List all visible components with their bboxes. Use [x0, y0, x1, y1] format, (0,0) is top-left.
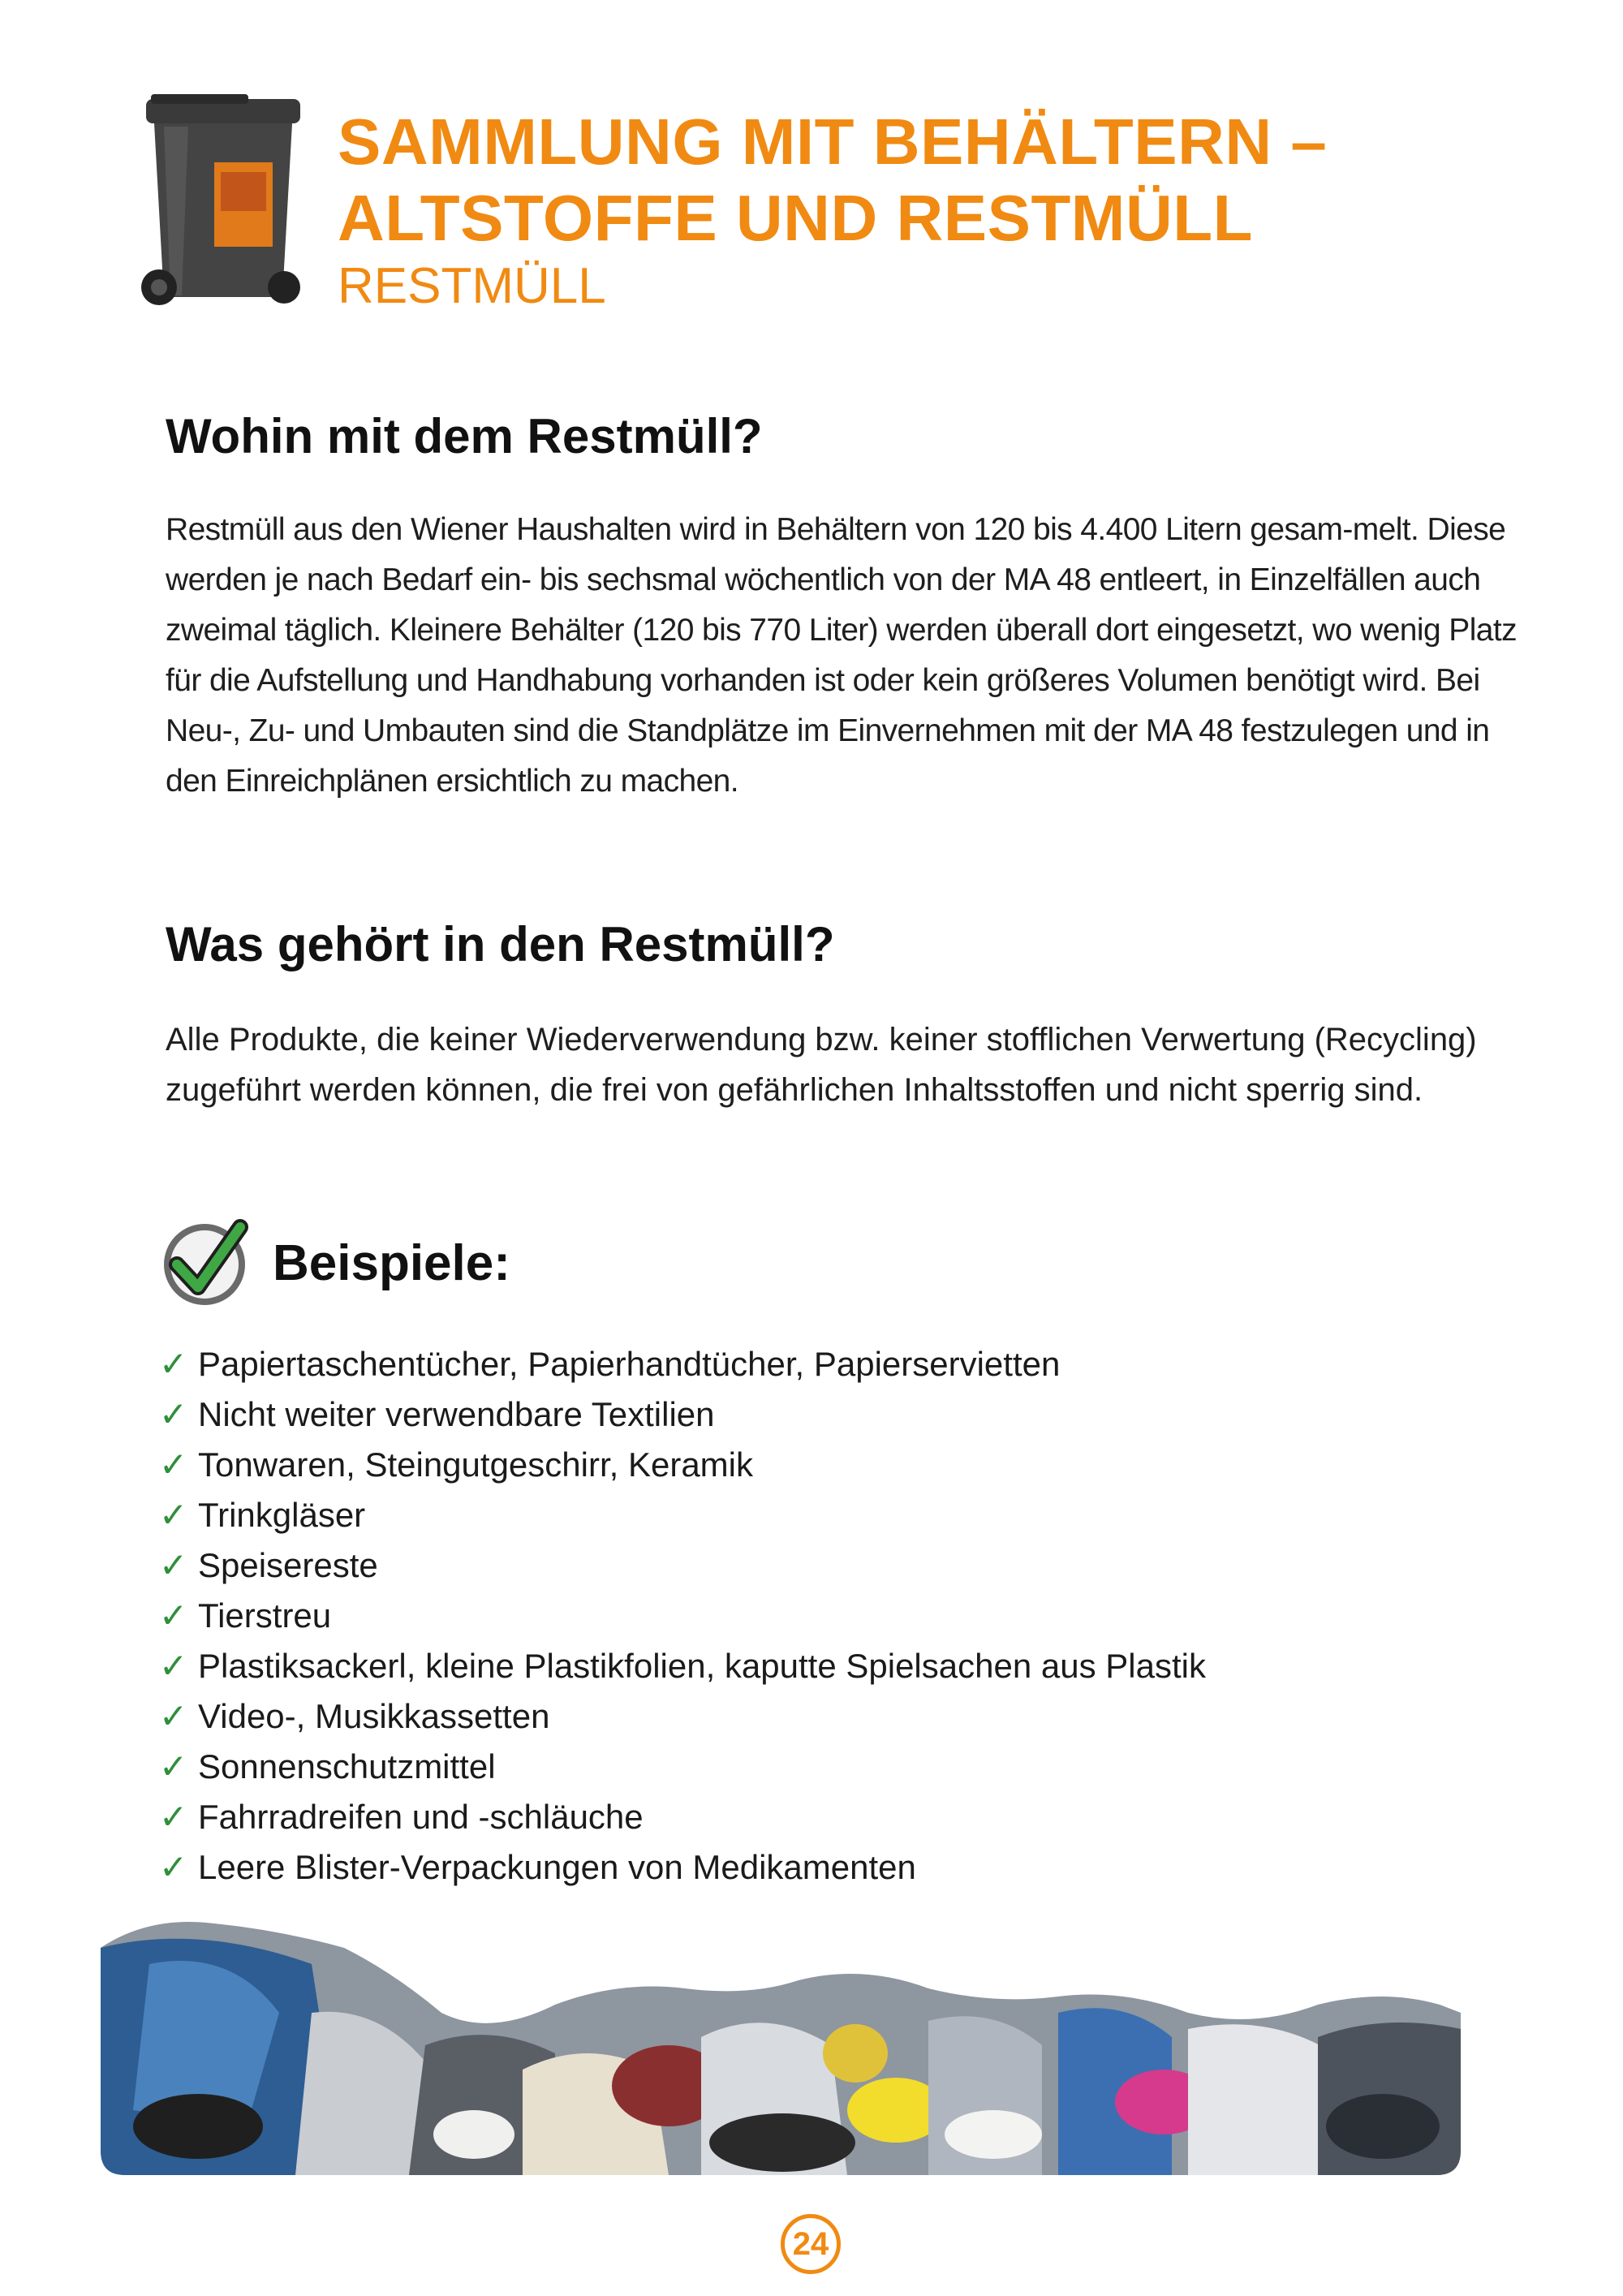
- list-item-text: Trinkgläser: [198, 1496, 366, 1534]
- list-item-text: Fahrradreifen und -schläuche: [198, 1798, 644, 1836]
- waste-bin-icon: [140, 94, 302, 313]
- page-number: 24: [781, 2214, 841, 2274]
- list-item-text: Tonwaren, Steingutgeschirr, Keramik: [198, 1445, 753, 1484]
- list-item: [159, 1440, 1206, 1490]
- check-icon: ✓: [159, 1596, 188, 1635]
- check-icon: ✓: [159, 1394, 188, 1434]
- list-item: [159, 1490, 1206, 1540]
- list-item: [159, 1842, 1206, 1893]
- list-item-text: Tierstreu: [198, 1596, 332, 1635]
- section-body-where: Restmüll aus den Wiener Haushalten wird in Behältern von 120 bis 4.400 Litern gesam-melt. Diese werden je nach Bedarf ein- bis sechsmal wöchentlich von der MA 48 entleert, in Einzelfällen auch zweimal täglich. Kleinere Behälter (120 bis 770 Liter) werden überall dort eingesetzt, wo wenig Platz für die Aufstellung und Handhabung vorhanden ist oder kein größeres Volumen benötigt wird. Bei Neu-, Zu- und Umbauten sind die Standplätze im Einvernehmen mit der MA 48 festzulegen und in den Einreichplänen ersichtlich zu machen.: [166, 512, 1517, 799]
- list-item: [159, 1641, 1206, 1691]
- examples-list: [159, 1339, 1206, 1893]
- section-what: [166, 915, 1529, 1115]
- examples-heading: Beispiele:: [273, 1234, 510, 1291]
- check-icon: ✓: [159, 1445, 188, 1484]
- check-icon: ✓: [159, 1495, 188, 1535]
- list-item: [159, 1591, 1206, 1641]
- list-item: [159, 1691, 1206, 1742]
- list-item: [159, 1742, 1206, 1792]
- section-heading-what: Was gehört in den Restmüll?: [166, 917, 835, 971]
- section-body-what: Alle Produkte, die keiner Wiederverwendung bzw. keiner stofflichen Verwertung (Recycling) zugeführt werden können, die frei von gefährlichen Inhaltsstoffen und nicht sperrig sind.: [166, 1022, 1477, 1108]
- list-item-text: Video-, Musikkassetten: [198, 1697, 550, 1735]
- page-header: [338, 104, 1539, 317]
- page-title-line1: SAMMLUNG MIT BEHÄLTERN –: [338, 106, 1328, 178]
- page-subtitle: RESTMÜLL: [338, 258, 606, 314]
- check-icon: ✓: [159, 1747, 188, 1786]
- examples-header: [159, 1214, 510, 1312]
- list-item: [159, 1540, 1206, 1591]
- list-item-text: Speisereste: [198, 1546, 378, 1584]
- list-item: [159, 1339, 1206, 1389]
- page-title-line2: ALTSTOFFE UND RESTMÜLL: [338, 182, 1253, 254]
- list-item-text: Plastiksackerl, kleine Plastikfolien, kaputte Spielsachen aus Plastik: [198, 1647, 1206, 1685]
- list-item: [159, 1792, 1206, 1842]
- check-icon: ✓: [159, 1545, 188, 1585]
- list-item-text: Papiertaschentücher, Papierhandtücher, Papierservietten: [198, 1345, 1061, 1383]
- list-item: [159, 1389, 1206, 1440]
- section-heading-where: Wohin mit dem Restmüll?: [166, 409, 763, 463]
- check-icon: ✓: [159, 1847, 188, 1887]
- list-item-text: Nicht weiter verwendbare Textilien: [198, 1395, 715, 1433]
- checkmark-badge-icon: [159, 1217, 250, 1308]
- check-icon: ✓: [159, 1696, 188, 1736]
- check-icon: ✓: [159, 1646, 188, 1686]
- waste-pile-image: [101, 1915, 1461, 2175]
- check-icon: ✓: [159, 1797, 188, 1837]
- list-item-text: Leere Blister-Verpackungen von Medikamenten: [198, 1848, 916, 1886]
- check-icon: ✓: [159, 1344, 188, 1384]
- section-where: [166, 407, 1529, 807]
- list-item-text: Sonnenschutzmittel: [198, 1747, 496, 1786]
